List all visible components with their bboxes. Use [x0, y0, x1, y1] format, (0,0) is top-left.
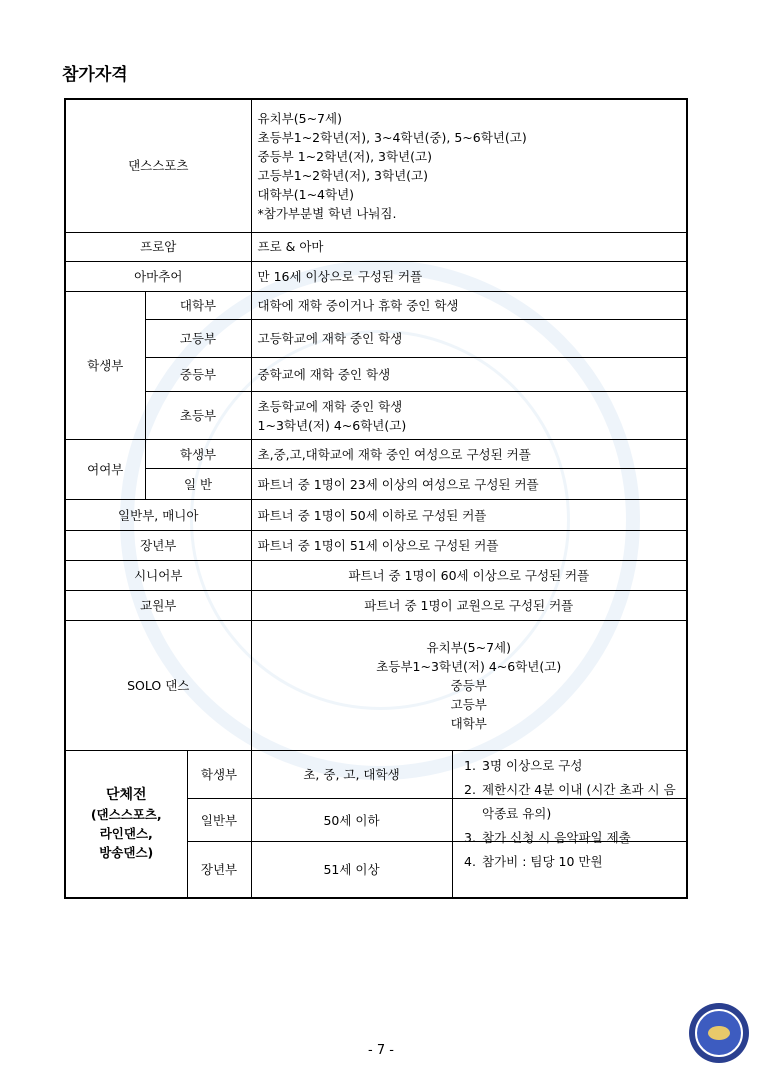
group-notes [464, 754, 684, 874]
student-sub-value: 대학에 재학 중이거나 휴학 중인 학생 [251, 291, 687, 319]
group-sub-label: 장년부 [187, 842, 251, 898]
solo-line: 초등부1~3학년(저) 4~6학년(고) [376, 658, 562, 674]
group-sub-value: 51세 이상 [252, 842, 453, 897]
group-label-line: (댄스스포츠, [90, 806, 162, 822]
group-sub-label: 학생부 [187, 750, 251, 798]
group-note: 4. 참가비 : 팀당 10 만원 [464, 854, 603, 869]
student-sub-label: 대학부 [145, 291, 251, 319]
dance-sports-line: *참가부분별 학년 나눠짐. [257, 205, 397, 221]
group-sub-value: 초, 중, 고, 대학생 [252, 751, 453, 798]
women-sub-value: 초,중,고,대학교에 재학 중인 여성으로 구성된 커플 [251, 440, 687, 469]
student-sub-label: 초등부 [145, 392, 251, 440]
solo-line: 중등부 [450, 677, 487, 693]
category-general: 일반부, 매니아 [65, 500, 251, 531]
solo-line: 고등부 [450, 696, 487, 712]
category-solo: SOLO 댄스 [65, 620, 251, 750]
dance-sports-line: 유치부(5~7세) [257, 110, 342, 126]
student-sub-value: 중학교에 재학 중인 학생 [251, 358, 687, 392]
category-teacher: 교원부 [65, 590, 251, 620]
category-amateur: 아마추어 [65, 261, 251, 291]
solo-line: 대학부 [450, 715, 487, 731]
senior-value: 파트너 중 1명이 60세 이상으로 구성된 커플 [251, 560, 687, 590]
category-group [65, 750, 187, 898]
federation-seal-logo [689, 1003, 749, 1063]
group-label-line: 라인댄스, [99, 825, 153, 841]
women-sub-value: 파트너 중 1명이 23세 이상의 여성으로 구성된 커플 [251, 469, 687, 500]
student-sub-value [251, 392, 687, 440]
dance-sports-line: 대학부(1~4학년) [257, 186, 355, 202]
solo-line: 유치부(5~7세) [426, 639, 511, 655]
category-dance-sports: 댄스스포츠 [65, 99, 251, 232]
dance-sports-line: 중등부 1~2학년(저), 3학년(고) [257, 148, 432, 164]
student-sub-label: 중등부 [145, 358, 251, 392]
women-sub-label: 일 반 [145, 469, 251, 500]
seal-ring [695, 1009, 743, 1057]
seal-emblem-icon [708, 1026, 730, 1040]
group-note: 1. 3명 이상으로 구성 [464, 758, 583, 773]
group-note: 3. 참가 신청 시 음악파일 제출 [464, 830, 631, 845]
amateur-value: 만 16세 이상으로 구성된 커플 [251, 261, 687, 291]
elementary-line: 1~3학년(저) 4~6학년(고) [257, 417, 407, 433]
group-note: 2. 제한시간 4분 이내 (시간 초과 시 음악종료 유의) [464, 782, 676, 821]
category-senior: 시니어부 [65, 560, 251, 590]
women-sub-label: 학생부 [145, 440, 251, 469]
page-number: - 7 - [368, 1043, 394, 1058]
student-sub-value: 고등학교에 재학 중인 학생 [251, 320, 687, 358]
category-women: 여여부 [65, 440, 145, 500]
teacher-value: 파트너 중 1명이 교원으로 구성된 커플 [251, 590, 687, 620]
elementary-line: 초등학교에 재학 중인 학생 [257, 398, 403, 414]
group-label-line: 단체전 [105, 786, 147, 803]
group-sub-label: 일반부 [187, 799, 251, 842]
dance-sports-detail [251, 99, 687, 232]
category-pro-am: 프로암 [65, 232, 251, 261]
senior-long-value: 파트너 중 1명이 51세 이상으로 구성된 커플 [251, 531, 687, 560]
solo-detail [251, 620, 687, 750]
page-title: 참가자격 [62, 65, 128, 85]
pro-am-value: 프로 & 아마 [251, 232, 687, 261]
student-sub-label: 고등부 [145, 320, 251, 358]
group-label-line: 방송댄스) [99, 844, 154, 860]
category-senior-long: 장년부 [65, 531, 251, 560]
dance-sports-line: 고등부1~2학년(저), 3학년(고) [257, 167, 428, 183]
category-student: 학생부 [65, 291, 145, 439]
general-value: 파트너 중 1명이 50세 이하로 구성된 커플 [251, 500, 687, 531]
dance-sports-line: 초등부1~2학년(저), 3~4학년(중), 5~6학년(고) [257, 129, 527, 145]
group-sub-value: 50세 이하 [252, 799, 453, 841]
